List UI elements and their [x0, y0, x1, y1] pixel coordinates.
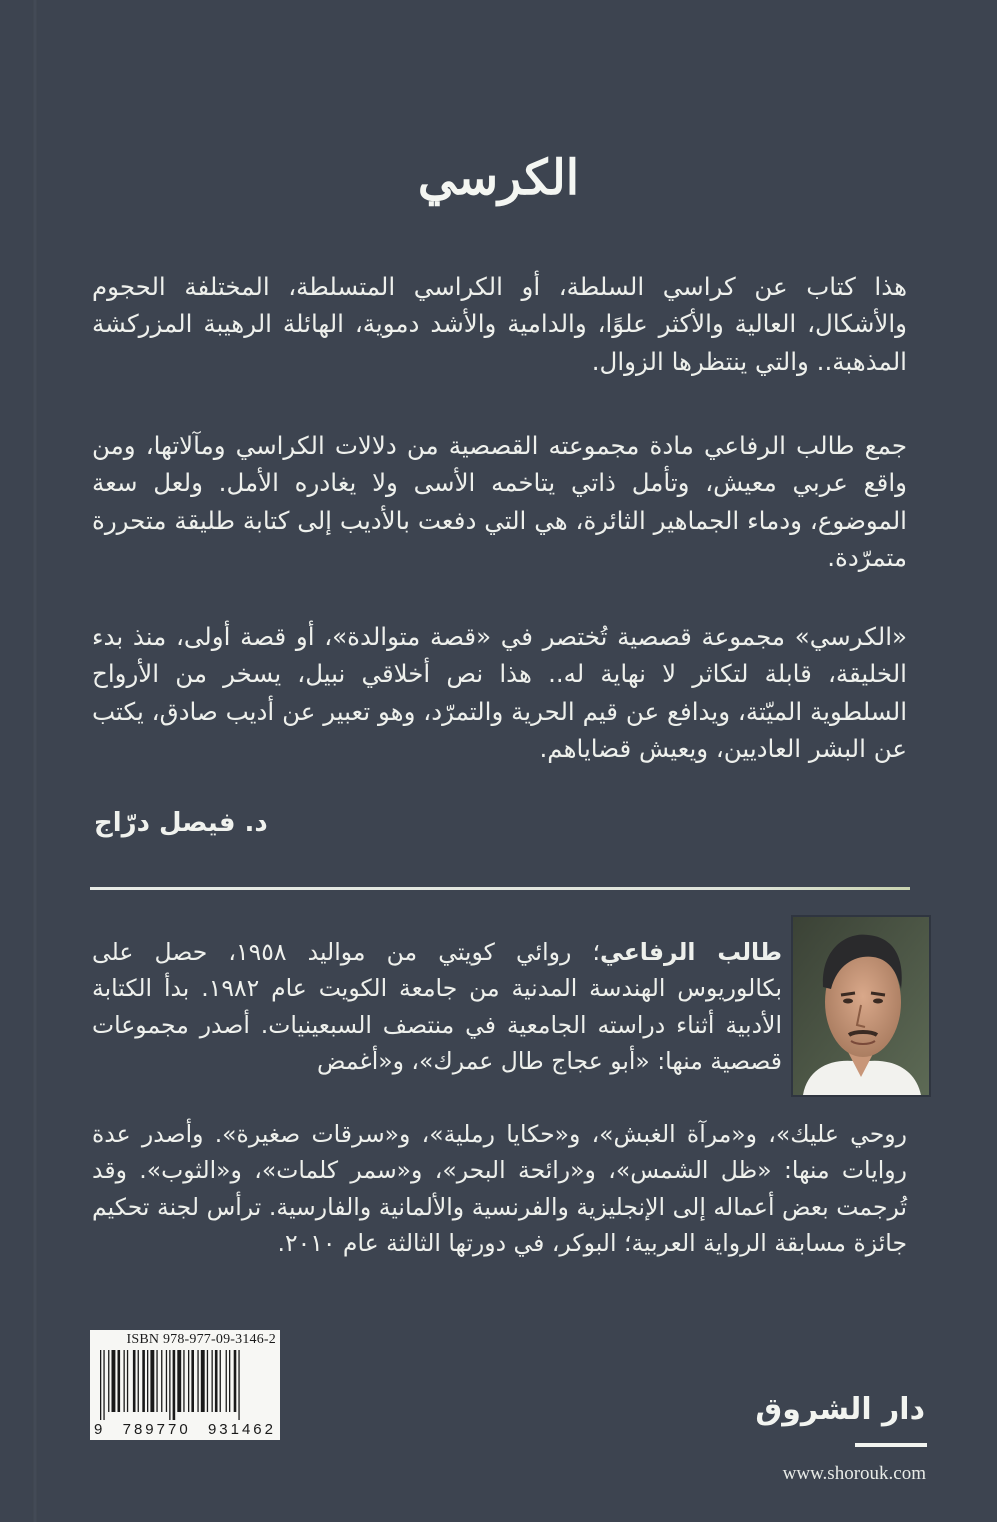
section-divider [90, 887, 910, 890]
barcode-bar [226, 1350, 227, 1412]
barcode-bar [201, 1350, 205, 1412]
barcode-digit-group: 789770 [122, 1421, 191, 1438]
barcode-bar [169, 1350, 170, 1420]
barcode-bar [215, 1350, 218, 1412]
barcode-bar [177, 1350, 181, 1412]
barcode-bar [124, 1350, 125, 1412]
barcode-bar [142, 1350, 145, 1412]
barcode-bar [108, 1350, 109, 1412]
blurb-signature: د. فيصل درّاج [94, 808, 268, 838]
barcode-bar [118, 1350, 121, 1412]
barcode-digits [94, 1421, 276, 1438]
barcode-bar [156, 1350, 157, 1412]
barcode-bar [220, 1350, 221, 1412]
barcode-digit-group: 9 [94, 1421, 106, 1438]
publisher-logo [720, 1393, 930, 1461]
barcode-bar [238, 1350, 239, 1420]
barcode-bar [138, 1350, 139, 1412]
barcode-digit-group: 931462 [207, 1421, 276, 1438]
author-portrait-image [793, 917, 929, 1095]
barcode-bar [229, 1350, 230, 1412]
publisher-block [720, 1393, 930, 1485]
author-bio-top-text: ؛ روائي كويتي من مواليد ١٩٥٨، حصل على بكالوريوس الهندسة المدنية من جامعة الكويت عام ١٩٨٢. بدأ الكتابة الأدبية أثناء دراسته الجامعية في منتصف السبعينيات. أصدر مجموعات قصصية منها: «أبو عجاج طال عمرك»، و«أغمض [92, 937, 783, 1075]
barcode-bar [150, 1350, 154, 1412]
barcode-bar [212, 1350, 213, 1412]
spine-shadow [32, 0, 38, 1522]
book-title: الكرسي [417, 150, 580, 207]
barcode-bar [197, 1350, 198, 1412]
publisher-url: www.shorouk.com [782, 1463, 926, 1484]
barcode-bar [147, 1350, 148, 1412]
barcode-bar [188, 1350, 189, 1412]
blurb-paragraph-3: «الكرسي» مجموعة قصصية تُختصر في «قصة متوالدة»، أو قصة أولى، منذ بدء الخليقة، قابلة لتكاثر لا نهاية له.. هذا نص أخلاقي نبيل، يسخر من الأرواح السلطوية الميّتة، ويدافع عن قيم الحرية والتمرّد، وهو تعبير عن أديب صادق، يكتب عن البشر العاديين، ويعيش قضاياهم. [92, 621, 907, 763]
blurb-paragraph-2: جمع طالب الرفاعي مادة مجموعته القصصية من دلالات الكراسي ومآلاتها، ومن واقع عربي معيش، وتأمل ذاتي يتاخمه الأسى ولا يغادره الأمل. ولعل سعة الموضوع، ودماء الجماهير الثائرة، هي التي دفعت بالأديب إلى كتابة طليقة متحررة متمرّدة. [92, 430, 907, 572]
barcode-bar [112, 1350, 116, 1412]
barcode-bar [100, 1350, 101, 1420]
barcode-bar [173, 1350, 176, 1420]
author-bio-bottom: روحي عليك»، و«مرآة الغبش»، و«حكايا رملية»، و«سرقات صغيرة». وأصدر عدة روايات منها: «ظل الشمس»، و«رائحة البحر»، و«سمر كلمات»، و«الثوب». وقد تُرجمت بعض أعماله إلى الإنجليزية والفرنسية والألمانية والفارسية. ترأس لجنة تحكيم جائزة مسابقة الرواية العربية؛ البوكر، في دورتها الثالثة عام ٢٠١٠. [92, 1119, 907, 1257]
author-bio-top [92, 934, 782, 1080]
barcode-bar [191, 1350, 194, 1412]
barcode-bar [103, 1350, 104, 1420]
barcode-bar [234, 1350, 237, 1412]
blurb-paragraph-1: هذا كتاب عن كراسي السلطة، أو الكراسي المتسلطة، المختلفة الحجوم والأشكال، العالية والأكثر علوًا، والدامية والأشد دموية، الهائلة الرهيبة المزركشة المذهبة.. والتي ينتظرها الزوال. [92, 271, 907, 376]
barcode-bar [161, 1350, 162, 1412]
barcode-bar [183, 1350, 184, 1412]
publisher-logo-tail [855, 1443, 927, 1447]
barcode-bar [166, 1350, 167, 1412]
isbn-label: ISBN 978-977-09-3146-2 [126, 1332, 276, 1347]
barcode-bars [94, 1348, 276, 1420]
barcode-bar [133, 1350, 136, 1412]
barcode-bar [127, 1350, 128, 1412]
isbn-barcode [90, 1330, 280, 1440]
barcode-bar [207, 1350, 208, 1412]
publisher-name: دار الشروق [755, 1392, 925, 1427]
author-photo [791, 915, 931, 1097]
author-name: طالب الرفاعي [599, 937, 782, 966]
